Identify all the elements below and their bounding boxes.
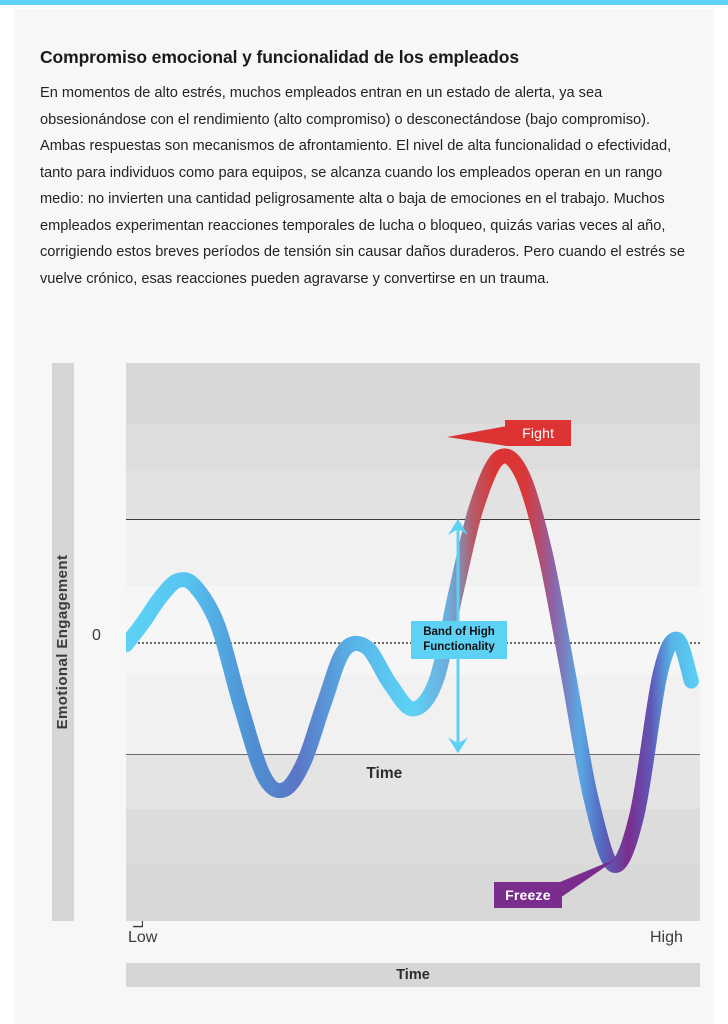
x-axis-title: Time [396,967,430,983]
x-tick-high: High [650,929,683,946]
freeze-annotation-label: Freeze [494,882,562,908]
page-title: Compromiso emocional y funcionalidad de los empleados [40,47,519,67]
article-paragraph: En momentos de alto estrés, muchos empleados entran en un estado de alerta, ya sea obsesionándose con el rendimiento (alto compromiso) o desconectándose (bajo compromiso). Ambas respuestas son mecanismos de afrontamiento. El nivel de alta funcionalidad o efectividad, tanto para individuos como para equipos, se alcanza cuando los empleados operan en un rango medio: no invierten una cantidad peligrosamente alta o baja de emociones en el trabajo. Muchos empleados experimentan reacciones temporales de lucha o bloqueo, quizás varias veces al año, corrigiendo estos breves períodos de tensión sin causar daños duraderos. Pero cuando el estrés se vuelve crónico, esas reacciones pueden agravarse y convertirse en un trauma. [40,85,685,287]
top-accent-bar [0,0,728,5]
x-tick-low: Low [128,929,158,946]
article-card [14,9,714,1024]
freeze-pointer-icon [560,858,620,898]
y-axis-title: Emotional Engagement [54,554,71,730]
band-label-line: Band of High [423,626,495,638]
band-label-line: Functionality [423,640,495,653]
y-axis-title-bar [52,363,74,921]
fight-pointer-icon [447,424,507,450]
fight-annotation-label: Fight [505,420,571,446]
band-of-high-functionality-label [411,621,507,659]
x-axis-title-bar [126,963,700,987]
plot-area [126,363,700,921]
y-tick-zero: 0 [92,627,101,644]
inner-time-label: Time [366,765,403,783]
chart-figure [40,355,700,1005]
